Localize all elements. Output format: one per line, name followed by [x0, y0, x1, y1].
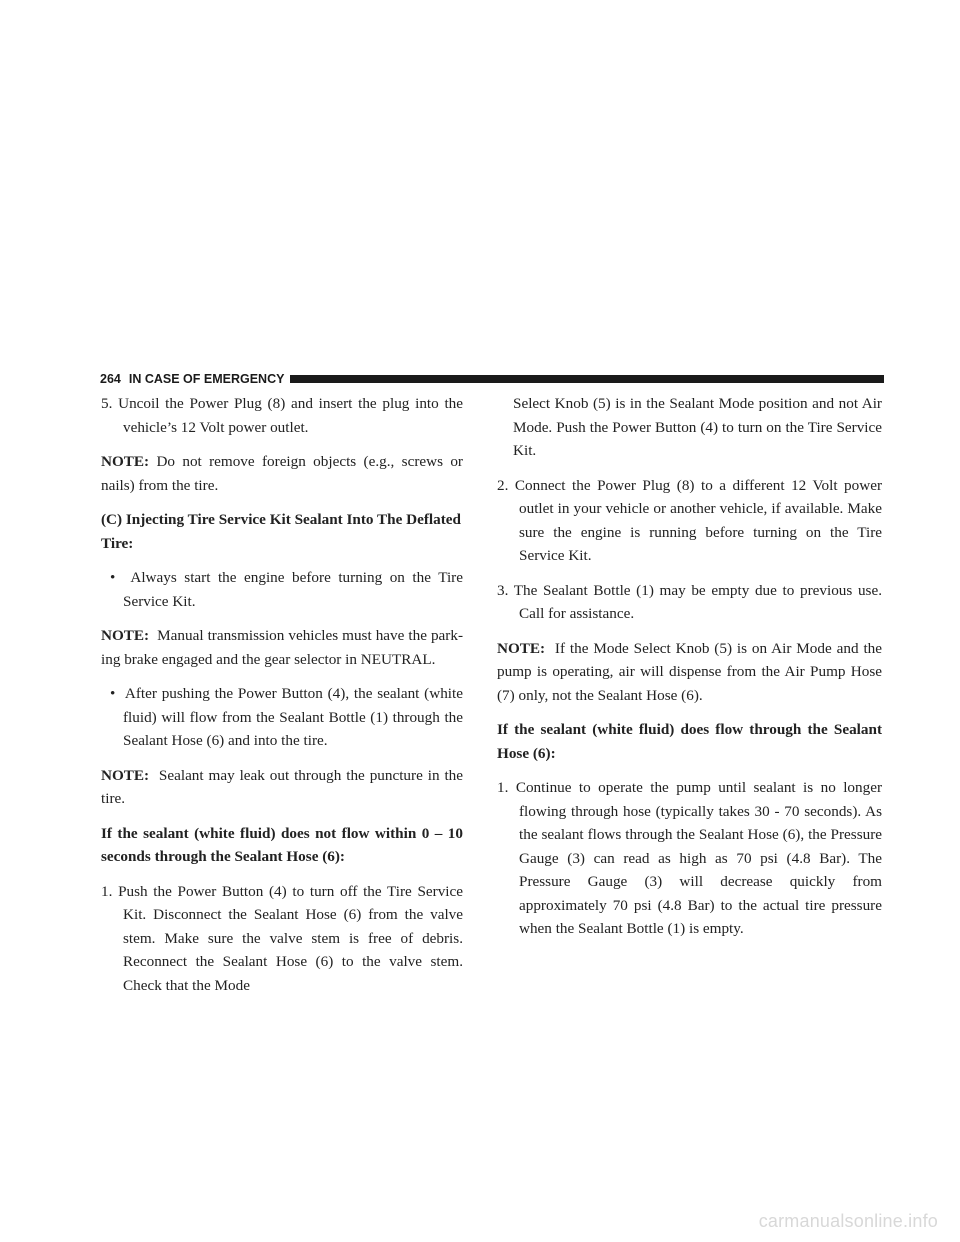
- step-2: 2. Connect the Power Plug (8) to a different 12 Volt power outlet in your vehicle or another vehicle, if available. Make sure the engine is running before turning on the Tire Service Kit.: [497, 476, 882, 564]
- section-heading-c: (C) Injecting Tire Service Kit Sealant Into The Deflated Tire:: [101, 511, 461, 552]
- page-header: [100, 371, 884, 387]
- step-3: 3. The Sealant Bottle (1) may be empty due to previous use. Call for assistance.: [497, 581, 882, 622]
- note-3: NOTE: Sealant may leak out through the puncture in the tire.: [101, 766, 464, 807]
- left-column: [101, 392, 463, 1008]
- note-1: NOTE: Do not remove foreign objects (e.g., screws or nails) from the tire.: [101, 453, 463, 494]
- bullet-1: • Always start the engine before turning on the Tire Service Kit.: [110, 569, 463, 610]
- subheading-no-flow: If the sealant (white fluid) does not flow within 0 – 10 seconds through the Sealant Hose (6):: [101, 824, 463, 865]
- note-2: NOTE: Manual transmission vehicles must have the park- ing brake engaged and the gear selector in NEUTRAL.: [101, 627, 464, 668]
- step-1: 1. Push the Power Button (4) to turn off the Tire Service Kit. Disconnect the Sealant Hose (6) from the valve stem. Make sure the valve stem is free of debris. Reconnect the Sealant Hose (6) to the valve stem. Check that the Mode: [101, 882, 463, 994]
- note-4: NOTE: If the Mode Select Knob (5) is on Air Mode and the pump is operating, air will dispense from the Air Pump Hose (7) only, not the Sealant Hose (6).: [497, 639, 882, 704]
- right-column: [497, 392, 882, 952]
- header-rule: [290, 375, 884, 383]
- step-1-continued: Select Knob (5) is in the Sealant Mode position and not Air Mode. Push the Power Button (4) to turn on the Tire Service Kit.: [513, 395, 882, 459]
- step-5: 5. Uncoil the Power Plug (8) and insert the plug into the vehicle’s 12 Volt power outlet.: [101, 395, 464, 436]
- subheading-flow: If the sealant (white fluid) does flow through the Sealant Hose (6):: [497, 721, 882, 762]
- bullet-2: • After pushing the Power Button (4), the sealant (white fluid) will flow from the Sealant Bottle (1) through the Sealant Hose (6) and into the tire.: [110, 685, 463, 749]
- section-title: IN CASE OF EMERGENCY: [128, 372, 285, 386]
- page-number: 264: [100, 372, 121, 386]
- watermark: carmanualsonline.info: [758, 1211, 938, 1231]
- right-step-1: 1. Continue to operate the pump until sealant is no longer flowing through hose (typically takes 30 - 70 seconds). As the sealant flows through the Sealant Hose (6), the Pressure Gauge (3) can read as high as 70 psi (4.8 Bar). The Pressure Gauge (3) will decrease quickly from approximately 70 psi (4.8 Bar) to the actual tire pressure when the Sealant Bottle (1) is empty.: [497, 779, 883, 937]
